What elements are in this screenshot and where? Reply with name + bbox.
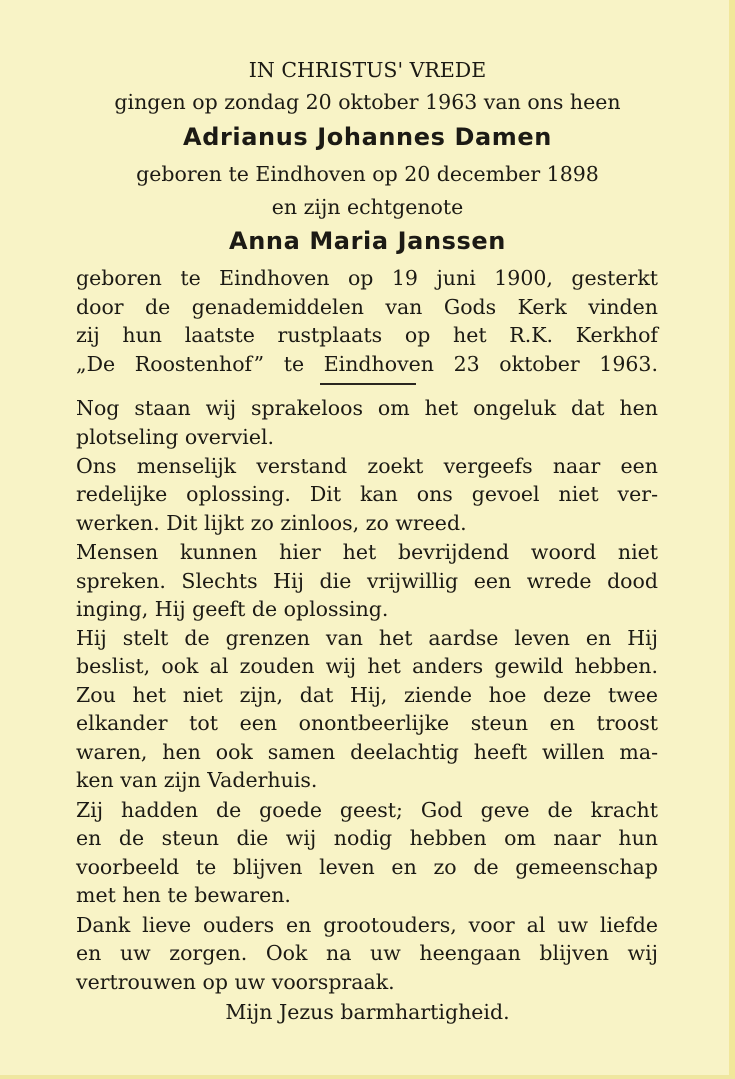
intro-line: gingen op zondag 20 oktober 1963 van ons heen xyxy=(114,90,621,114)
body-line: redelijke oplossing. Dit kan ons gevoel niet ver- xyxy=(76,482,658,506)
body-line: Ons menselijk verstand zoekt vergeefs naar een xyxy=(76,454,658,478)
body-line: spreken. Slechts Hij die vrijwillig een wrede dood xyxy=(76,569,658,593)
body-line: en de steun die wij nodig hebben om naar hun xyxy=(76,826,658,850)
name-anna: Anna Maria Janssen xyxy=(229,227,506,255)
body-line: Mensen kunnen hier het bevrijdend woord niet xyxy=(76,540,658,564)
heading: IN CHRISTUS' VREDE xyxy=(248,58,487,82)
body-line: waren, hen ook samen deelachtig heeft willen ma- xyxy=(76,740,658,764)
body-line: voorbeeld te blijven leven en zo de gemeenschap xyxy=(76,855,658,879)
name-adrianus: Adrianus Johannes Damen xyxy=(183,123,552,151)
body-line: Nog staan wij sprakeloos om het ongeluk dat hen xyxy=(76,396,658,420)
details-line: „De Roostenhof” te Eindhoven 23 oktober 1963. xyxy=(76,352,658,376)
body-line: ken van zijn Vaderhuis. xyxy=(76,768,318,792)
body-line: vertrouwen op uw voorspraak. xyxy=(76,970,395,994)
body-line: Zou het niet zijn, dat Hij, ziende hoe deze twee xyxy=(76,683,658,707)
body-line: inging, Hij geeft de oplossing. xyxy=(76,597,389,621)
body-line: en uw zorgen. Ook na uw heengaan blijven wij xyxy=(76,941,658,965)
divider-rule xyxy=(320,383,416,385)
body-line: met hen te bewaren. xyxy=(76,883,291,907)
body-line: Zij hadden de goede geest; God geve de kracht xyxy=(76,798,658,822)
body-line: beslist, ook al zouden wij het anders gewild hebben. xyxy=(76,654,658,678)
closing-prayer: Mijn Jezus barmhartigheid. xyxy=(225,1000,510,1024)
body-line: elkander tot een onontbeerlijke steun en troost xyxy=(76,711,658,735)
details-line: door de genademiddelen van Gods Kerk vinden xyxy=(76,295,658,319)
body-line: werken. Dit lijkt zo zinloos, zo wreed. xyxy=(76,511,467,535)
body-line: plotseling overviel. xyxy=(76,425,275,449)
birth-line-1: geboren te Eindhoven op 20 december 1898 xyxy=(136,162,599,186)
details-line: geboren te Eindhoven op 19 juni 1900, gesterkt xyxy=(76,266,658,290)
body-line: Hij stelt de grenzen van het aardse leven en Hij xyxy=(76,626,658,650)
details-line: zij hun laatste rustplaats op het R.K. Kerkhof xyxy=(76,323,658,347)
spouse-line: en zijn echtgenote xyxy=(271,195,464,219)
body-line: Dank lieve ouders en grootouders, voor al uw liefde xyxy=(76,913,658,937)
